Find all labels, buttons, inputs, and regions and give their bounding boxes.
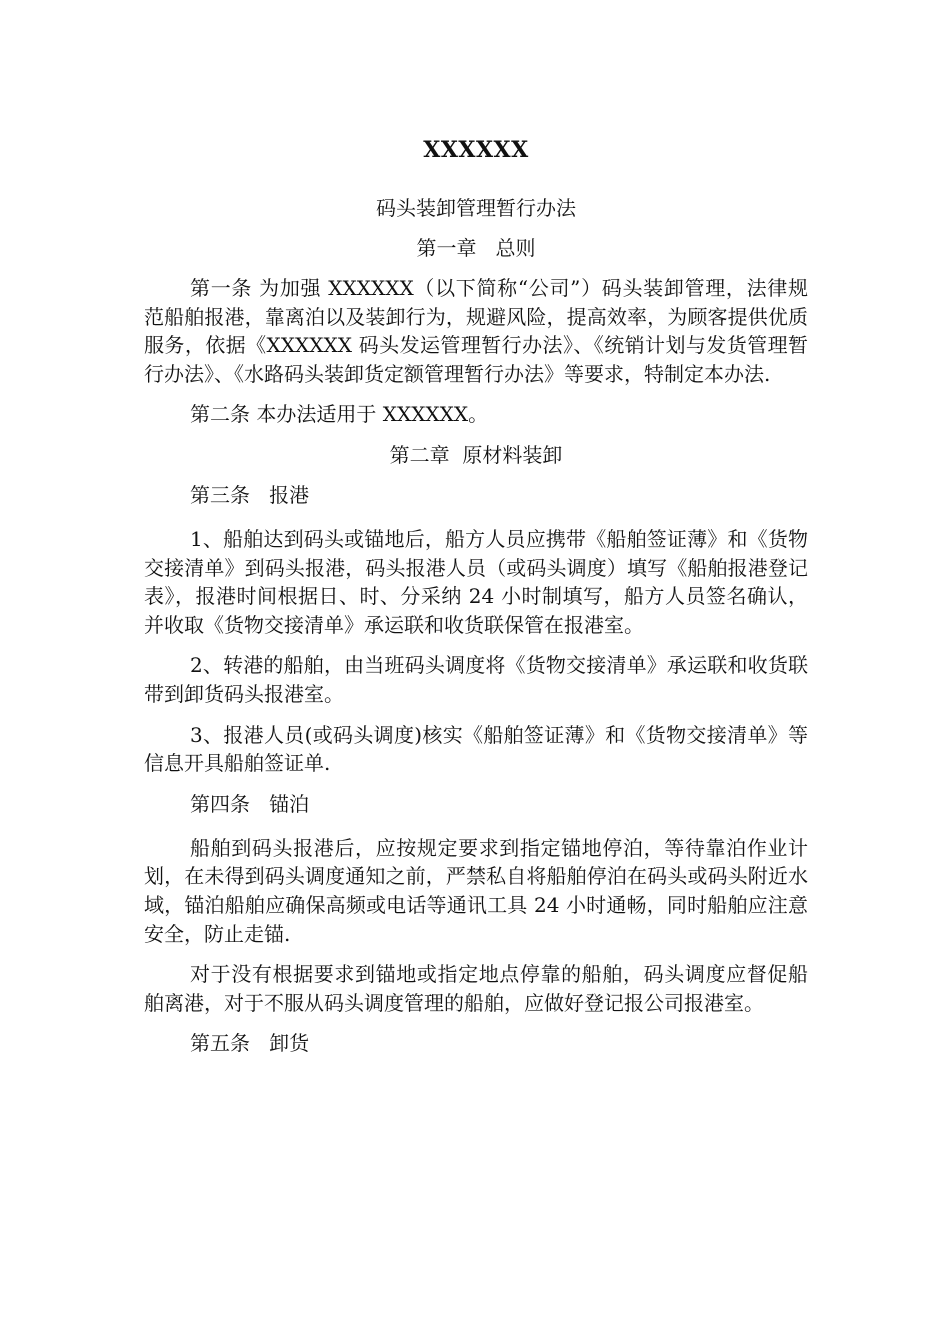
chapter-2-heading: 第二章 原材料装卸 [389, 442, 563, 467]
document-subtitle: 码头装卸管理暂行办法 [376, 196, 576, 220]
article-5-heading: 第五条 卸货 [190, 1031, 310, 1056]
chapter-1-heading: 第一章 总则 [416, 236, 536, 260]
article-3-item-2: 2、转港的船舶，由当班码头调度将《货物交接清单》承运联和收货联带到卸货码头报港室。 [144, 653, 808, 706]
article-4-paragraph-2: 对于没有根据要求到锚地或指定地点停靠的船舶，码头调度应督促船舶离港，对于不服从码头调度管理的船舶，应做好登记报公司报港室。 [144, 962, 808, 1015]
article-1-paragraph: 第一条 为加强 XXXXXX（以下简称“公司”）码头装卸管理，法律规范船舶报港，靠离泊以及装卸行为，规避风险，提高效率，为顾客提供优质服务，依据《XXXXXX 码头发运管理暂行办法》、《统销计划与发货管理暂行办法》、《水路码头装卸货定额管理暂行办法》等要求，特制定本办法. [144, 276, 808, 386]
article-4-paragraph-1: 船舶到码头报港后，应按规定要求到指定锚地停泊，等待靠泊作业计划，在未得到码头调度通知之前，严禁私自将船舶停泊在码头或码头附近水域，锚泊船舶应确保高频或电话等通讯工具 24 小时通畅，同时船舶应注意安全，防止走锚. [144, 835, 808, 946]
document-title: XXXXXX [423, 137, 529, 163]
article-3-item-3: 3、报港人员(或码头调度)核实《船舶签证薄》和《货物交接清单》等信息开具船舶签证单. [144, 722, 808, 776]
document-page [144, 130, 808, 1073]
article-3-heading: 第三条 报港 [190, 482, 310, 507]
article-2-paragraph: 第二条 本办法适用于 XXXXXX。 [190, 402, 489, 427]
article-4-heading: 第四条 锚泊 [190, 791, 310, 816]
article-3-item-1: 1、船舶达到码头或锚地后，船方人员应携带《船舶签证薄》和《货物交接清单》到码头报港，码头报港人员（或码头调度）填写《船舶报港登记表》，报港时间根据日、时、分采纳 24 小时制填写，船方人员签名确认，并收取《货物交接清单》承运联和收货联保管在报港室。 [144, 526, 808, 637]
